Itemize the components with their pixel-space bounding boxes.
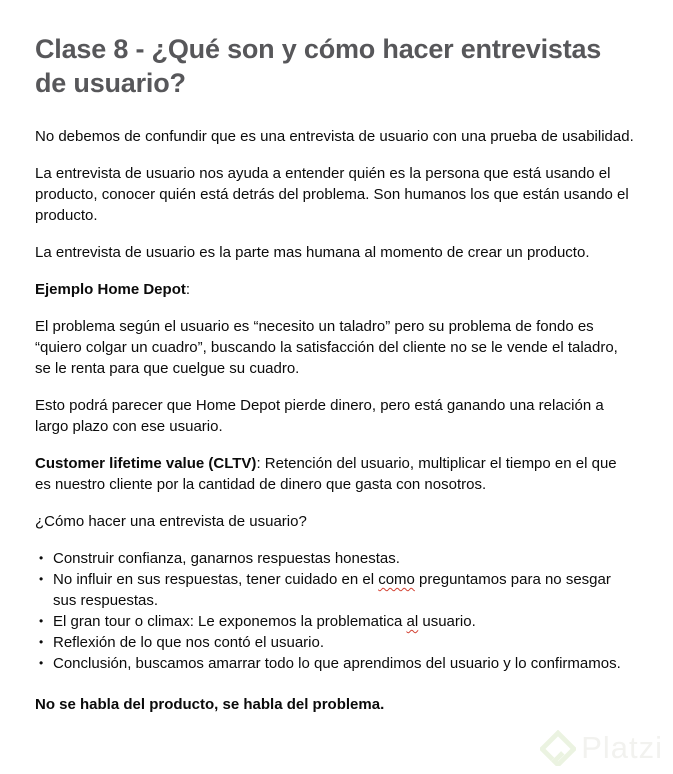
bullet-marker: • bbox=[39, 635, 44, 649]
bullet-marker: • bbox=[39, 656, 44, 670]
paragraph bbox=[35, 163, 635, 226]
bullet-list bbox=[35, 548, 635, 674]
list-item bbox=[38, 569, 635, 611]
bullet-marker: • bbox=[39, 614, 44, 628]
list-item bbox=[38, 653, 635, 674]
misspelled-word: al bbox=[406, 613, 419, 630]
text-segment: Conclusión, buscamos amarrar todo lo que aprendimos del usuario y lo confirmamos. bbox=[53, 655, 621, 672]
misspelled-word: como bbox=[378, 571, 415, 588]
bullet-marker: • bbox=[39, 572, 44, 586]
bullet-text bbox=[53, 548, 635, 569]
platzi-logo-text: Platzi bbox=[581, 730, 663, 765]
text-segment: ¿Cómo hacer una entrevista de usuario? bbox=[35, 513, 307, 530]
paragraph bbox=[35, 511, 635, 532]
paragraph bbox=[35, 316, 635, 379]
bullet-marker: • bbox=[39, 551, 44, 565]
text-segment: Reflexión de lo que nos contó el usuario. bbox=[53, 634, 325, 651]
paragraph-container bbox=[35, 126, 635, 532]
paragraph bbox=[35, 279, 635, 300]
text-segment: El problema según el usuario es “necesito un taladro” pero su problema de fondo es “quiero colgar un cuadro”, buscando la satisfacción del cliente no se le vende el taladro, se le renta para que cuelgue su cuadro. bbox=[35, 318, 618, 377]
text-segment: No debemos de confundir que es una entrevista de usuario con una prueba de usabilidad. bbox=[35, 128, 634, 145]
bullet-text bbox=[53, 611, 635, 632]
text-segment: Esto podrá parecer que Home Depot pierde dinero, pero está ganando una relación a largo plazo con ese usuario. bbox=[35, 397, 604, 435]
text-segment: El gran tour o climax: Le exponemos la problematica bbox=[53, 613, 407, 630]
text-segment: La entrevista de usuario es la parte mas humana al momento de crear un producto. bbox=[35, 244, 590, 261]
text-segment: La entrevista de usuario nos ayuda a entender quién es la persona que está usando el producto, conocer quién está detrás del problema. Son humanos los que están usando el producto. bbox=[35, 165, 629, 224]
paragraph bbox=[35, 453, 635, 495]
text-segment: : bbox=[185, 281, 191, 298]
platzi-watermark bbox=[540, 730, 663, 766]
bullet-text bbox=[53, 569, 635, 611]
text-segment: : Retención del usuario, multiplicar el tiempo en el que es nuestro cliente por la cantidad de dinero que gasta con nosotros. bbox=[35, 455, 617, 493]
text-segment: usuario. bbox=[418, 613, 476, 630]
list-item bbox=[38, 611, 635, 632]
bullet-text bbox=[53, 632, 635, 653]
text-segment: No influir en sus respuestas, tener cuidado en el bbox=[53, 571, 379, 588]
page-title: Clase 8 - ¿Qué son y cómo hacer entrevistas de usuario? bbox=[35, 34, 602, 98]
bold-text-segment: Customer lifetime value (CLTV) bbox=[35, 455, 257, 472]
platzi-logo-icon bbox=[540, 730, 576, 766]
closing-statement: No se habla del producto, se habla del problema. bbox=[35, 696, 385, 713]
list-item bbox=[38, 548, 635, 569]
bullet-text bbox=[53, 653, 635, 674]
paragraph bbox=[35, 126, 635, 147]
text-segment: Construir confianza, ganarnos respuestas honestas. bbox=[53, 550, 400, 567]
list-item bbox=[38, 632, 635, 653]
text-segment: preguntamos para no sesgar sus respuestas. bbox=[53, 571, 611, 609]
paragraph bbox=[35, 395, 635, 437]
bold-text-segment: Ejemplo Home Depot bbox=[35, 281, 186, 298]
paragraph bbox=[35, 242, 635, 263]
